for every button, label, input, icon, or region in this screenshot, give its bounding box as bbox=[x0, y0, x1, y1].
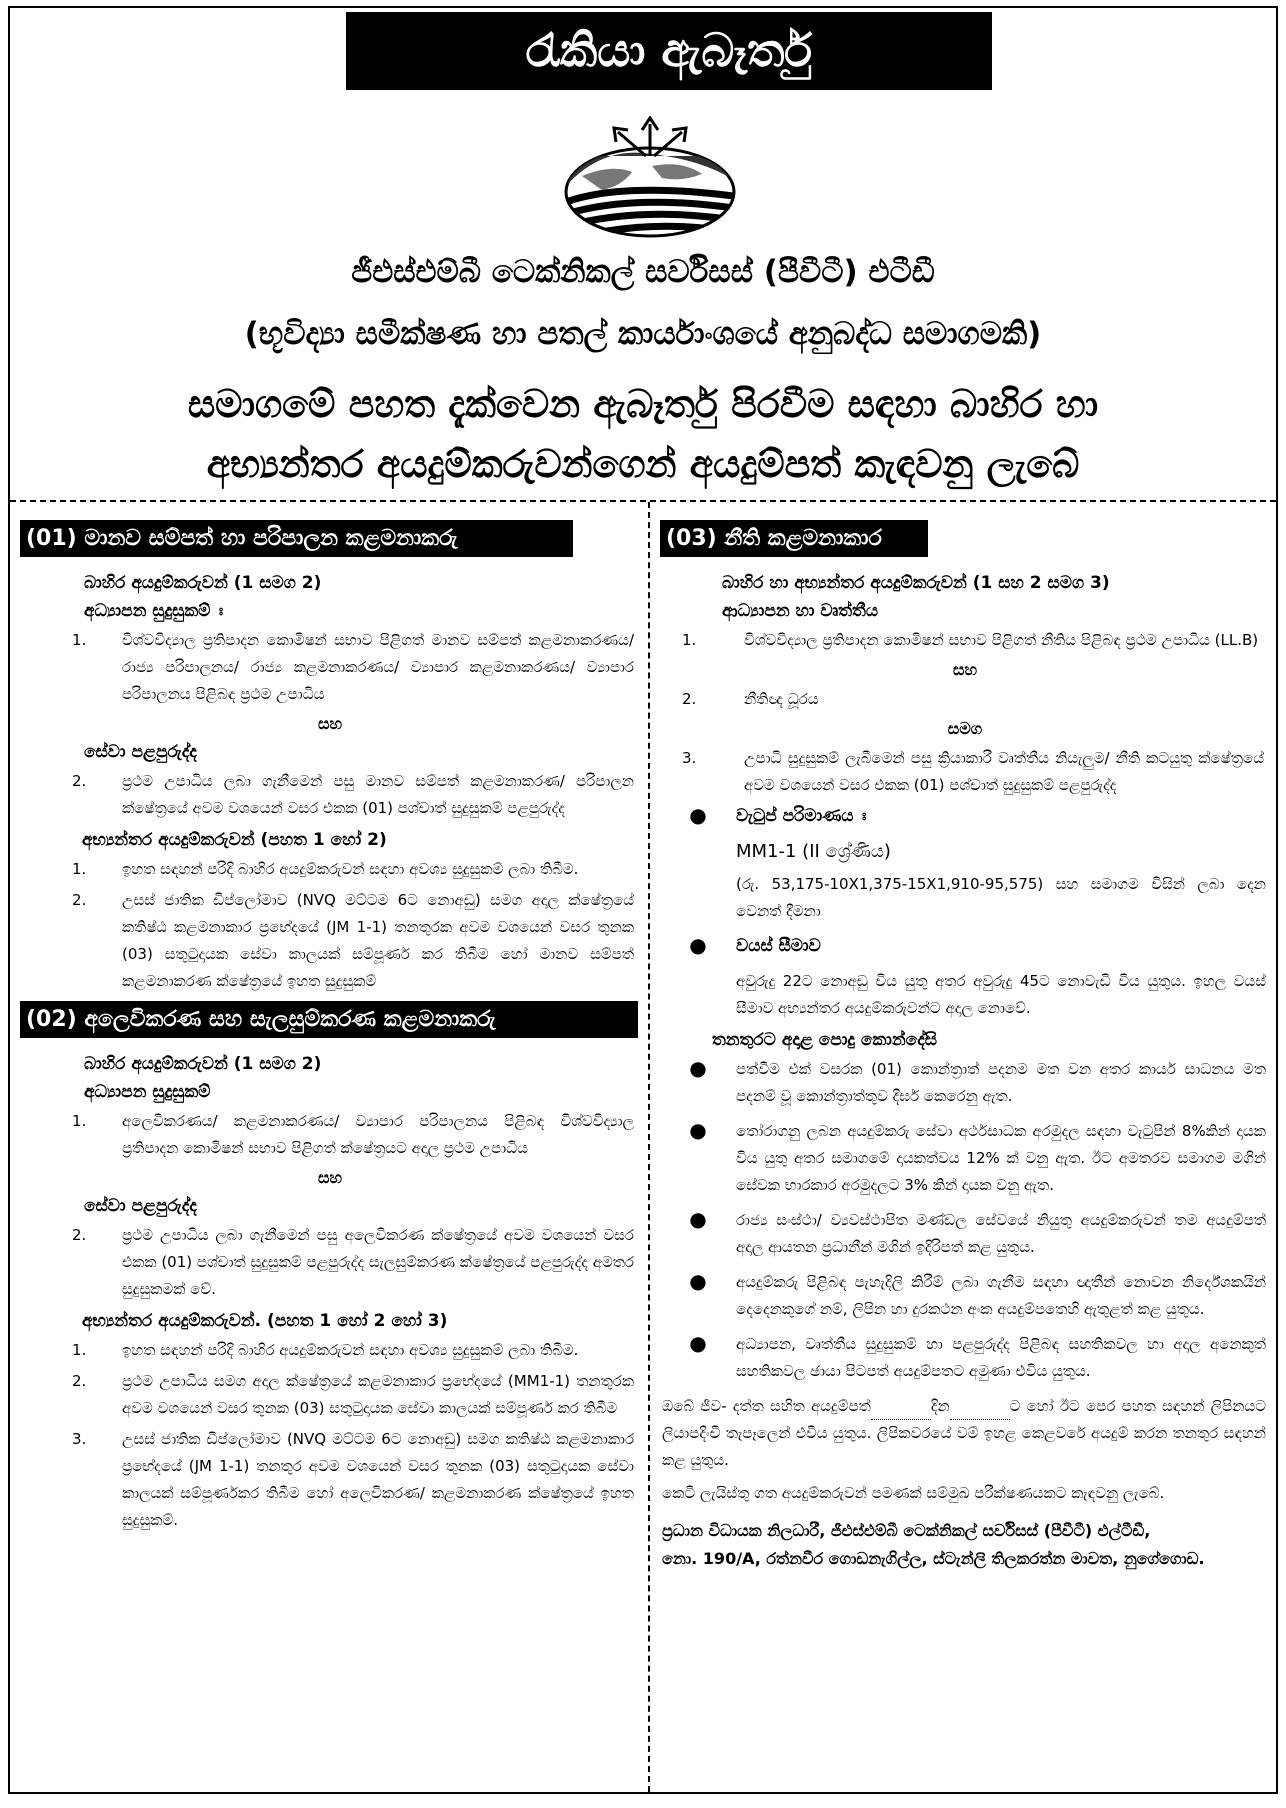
globe-arrows-logo-icon bbox=[562, 116, 738, 238]
condition-item bbox=[660, 1269, 1270, 1323]
position-3-title: (03) නීති කළමනාකාර bbox=[660, 520, 928, 557]
bullet-icon: ● bbox=[689, 803, 707, 827]
horizontal-divider bbox=[10, 500, 1276, 502]
item-text: උසස් ජාතික ඩිප්ලෝමාව (NVQ මට්ටම 6ට නොඅඩු) සමග කතිෂ්ඨ කළමනාකාර ප්‍රභේදයේ (JM 1-1) තනතුර අවම වශයෙන් වසර තුනක (03) සතුටුදායක සේවා කාලයක් සම්පූර්ණකර තිබීම හෝ අලෙවිකරණ/ කළමනාකරණ ක්ෂේත්‍රයේ ඉහත සුදුසුකම්. bbox=[122, 1430, 634, 1529]
left-column bbox=[20, 520, 640, 1538]
item-number: 1. bbox=[682, 631, 697, 649]
bullet-icon: ● bbox=[689, 1118, 707, 1142]
apply-date-text: දින bbox=[930, 1397, 950, 1415]
condition-item bbox=[660, 1331, 1270, 1385]
vertical-divider bbox=[648, 502, 650, 1792]
item-text: නීතිඥ ධූරය bbox=[744, 690, 819, 708]
condition-item bbox=[660, 1118, 1270, 1199]
position-1-title: (01) මානව සම්පත් හා පරිපාලන කළමනාකරු bbox=[20, 520, 573, 557]
bullet-icon: ● bbox=[689, 1331, 707, 1355]
condition-text: පත්වීම එක් වසරක (01) කොන්ත්‍රාත් පදනම මත වන අතර කාර්ය සාධනය මත පදනම් වූ කොන්ත්‍රාත්තුව දීර්ඝ කෙරෙනු ඇත. bbox=[736, 1060, 1266, 1105]
headline-line-1: සමාගමේ පහත දැක්වෙන ඇබෑර්තු පිරවීම සඳහා බාහිර හා bbox=[187, 382, 1099, 426]
item-number: 1. bbox=[72, 1341, 87, 1359]
condition-text: අධ්‍යාපන, වෘත්තීය සුදුසුකම් හා පළපුරුද්ද පිළිබඳ සහතිකවල හා අදාල අනෙකුත් සහතිකවල ඡායා පිටපත් අයදුම්පතට අමුණා එවිය යුතුය. bbox=[736, 1335, 1266, 1380]
condition-text: රාජ්‍ය සංස්ථා/ ව්‍යවස්ථාපිත මණ්ඩල සේවයේ නියුතු අයදුම්කරුවන් තම අයදුම්පත් අදාල ආයතන ප්‍රධානීන් මගින් ඉදිරිපත් කළ යුතුය. bbox=[736, 1211, 1266, 1256]
item-text: විශ්වවිද්‍යාල ප්‍රතිපාදන කොමිෂන් සභාව පිළිගත් නීතිය පිළිබඳ ප්‍රථම උපාධිය (LL.B) bbox=[744, 631, 1259, 649]
banner-title: රැකියා ඇබෑර්තු bbox=[346, 12, 992, 90]
bullet-icon: ● bbox=[689, 933, 707, 957]
item-number: 1. bbox=[72, 1112, 87, 1130]
condition-item bbox=[660, 1056, 1270, 1110]
item-text: ප්‍රථම උපාධිය ලබා ගැනීමෙන් පසු අලෙවිකරණ ක්ෂේත්‍රයේ අවම වශයෙන් වසර එකක (01) පශ්චාත් සුදුසුකම් පළපුරුද්ද සැලසුම්කරණ ක්ෂේත්‍රයේ පළපුරුද්ද අමතර සුදුසුකමක් වේ. bbox=[122, 1226, 634, 1298]
shortlist-note: කෙටි ලැයිස්තු ගත අයදුම්කරුවන් පමණක් සම්මුඛ පරීක්ෂණයකට කැඳවනු ලැබේ. bbox=[662, 1484, 1165, 1502]
item-text: ප්‍රථම උපාධිය ලබා ගැනීමෙන් පසු මානව සම්පත් කළමනාකරණ/ පරිපාලන ක්ෂේත්‍රයේ අවම වශයෙන් වසර එකක (01) පශ්චාත් සුදුසුකම් පළපුරුද්ද bbox=[122, 772, 634, 817]
list-item bbox=[660, 745, 1270, 799]
item-text: අලෙවිකරණය/ කළමනාකරණය/ ව්‍යාපාර පරිපාලනය පිළිබඳ විශ්වවිද්‍යාල ප්‍රතිපාදන කොමිෂන් සභාව පිළිගත් ක්ෂේත්‍රයට අදාල ප්‍රථම උපාධිය bbox=[122, 1112, 634, 1157]
position-1-edu-label: අධ්‍යාපන සුදුසුකම් ඃ bbox=[84, 601, 224, 621]
item-number: 3. bbox=[72, 1430, 87, 1448]
item-text: විශ්වවිද්‍යාල ප්‍රතිපාදන කොමිෂන් සභාව පිළිගත් මානව සම්පත් කළමනාකරණය/ රාජ්‍ය පරිපාලනය/ රාජ්‍ය කළමනාකරණය/ ව්‍යාපාර කළමනාකරණය/ ව්‍යාපාර පරිපාලනය පිළිබඳ ප්‍රථම උපාධිය bbox=[122, 631, 634, 703]
item-text: උපාධි සුදුසුකම් ලැබීමෙන් පසු ක්‍රියාකාරී වෘත්තීය නියැලුම/ නීති කටයුතු ක්ෂේත්‍රයේ අවම වශයෙන් වසර එකක (01) පශ්චාත් සුදුසුකම් පළපුරුද්ද bbox=[744, 749, 1264, 794]
list-item bbox=[20, 1426, 640, 1534]
position-1-internal: අභ්‍යන්තර අයදුම්කරුවන් (පහත 1 හෝ 2) bbox=[82, 830, 387, 850]
item-number: 2. bbox=[72, 1372, 87, 1390]
bullet-icon: ● bbox=[689, 1207, 707, 1231]
list-item bbox=[20, 887, 640, 995]
apply-post-text: ට හෝ ඊට පෙර පහත සඳහන් ලිපිනයට ලියාපදිංචි තැපෑලෙන් එවිය යුතුය. ලිපිකවරයේ වම් ඉහළ කෙළවරේ අයදුම් කරන තනතුර සඳහන් කළ යුතුය. bbox=[662, 1397, 1266, 1469]
with-connector: සමග bbox=[947, 719, 983, 738]
condition-item bbox=[660, 1207, 1270, 1261]
blank-line bbox=[871, 1401, 931, 1420]
list-item bbox=[660, 686, 1270, 713]
age-detail: අවුරුදු 22ට නොඅඩු විය යුතු අතර අවුරුදු 45ට නොවැඩි විය යුතුය. ඉහල වයස් සීමාව අභ්‍යන්තර අයදුම්කරුවන්ට අදාල නොවේ. bbox=[736, 972, 1266, 1017]
list-item bbox=[20, 1337, 640, 1364]
item-number: 3. bbox=[682, 749, 697, 767]
item-number: 2. bbox=[72, 891, 87, 909]
item-text: උසස් ජාතික ඩිප්ලෝමාව (NVQ මට්ටම 6ට නොඅඩු) සමග අදාල ක්ෂේත්‍රයේ කතිෂ්ඨ කළමනාකාර ප්‍රභේදයේ (JM 1-1) තනතුරක අවම වශයෙන් වසර තුනක (03) සතුටුදායක සේවා කාලයක් සම්පූර්ණ කර තිබීම හෝ මානව සම්පත් කළමනාකරණ ක්ෂේත්‍රයේ ඉහත සුදුසුකම් bbox=[122, 891, 634, 990]
item-number: 1. bbox=[72, 631, 87, 649]
salary-label: වැටුප් පරිමාණය ඃ bbox=[736, 806, 867, 826]
position-2-exp-label: සේවා පළපුරුද්ද bbox=[84, 1196, 197, 1216]
condition-text: අයදුම්කරු පිළිබඳ පැහැදිලි කිරීම් ලබා ගැනීම සඳහා ඥාතීන් නොවන නිර්දේශකයින් දෙදෙනකුගේ නම්, ලිපින හා දුරකථන අංක අයදුම්පතෙහි ඇතුළත් කළ යුතුය. bbox=[736, 1273, 1266, 1318]
item-number: 1. bbox=[72, 860, 87, 878]
organization-affiliation: (භූවිද්‍යා සමීක්ෂණ හා පතල් කාර්යාංශයේ අනුබද්ධ සමාගමකි) bbox=[244, 316, 1042, 352]
right-column bbox=[660, 520, 1270, 1573]
salary-heading bbox=[660, 803, 1270, 830]
position-2-external: බාහිර අයදුම්කරුවන් (1 සමග 2) bbox=[84, 1054, 322, 1074]
advertisement-page bbox=[8, 6, 1278, 1794]
item-number: 2. bbox=[72, 772, 87, 790]
condition-text: තෝරාගනු ලබන අයදුම්කරු සේවා අර්ථසාධක අරමුදල සඳහා වැටුපින් 8%කින් දායක විය යුතු අතර සමාගමේ දායකත්වය 12% ක් වනු ඇත. ඊට අමතරව සමාගම මගින් සේවක භාරකාර අරමුදලට 3% කින් දායක වනු ඇත. bbox=[736, 1122, 1266, 1194]
organization-name: ජීඑස්එම්බී ටෙක්නිකල් සර්විසස් (පීවීටී) එටීඩී bbox=[351, 254, 935, 290]
address-line-1: ප්‍රධාන විධායක නිලධාරී, ජීඑස්එම්බී ටෙක්නිකල් සර්විසස් (පීවීටී) එල්ටීඩී, bbox=[662, 1521, 1151, 1540]
item-number: 2. bbox=[72, 1226, 87, 1244]
and-connector: සහ bbox=[317, 1168, 343, 1187]
list-item bbox=[20, 627, 640, 708]
address-line-2: නො. 190/A, රත්නවීර ගොඩනැගිල්ල, ස්ටැන්ලි තිලකරත්න මාවත, නුගේගොඩ. bbox=[662, 1549, 1205, 1568]
conditions-label: තනතුරට අදාළ පොදු කොන්දේසි bbox=[712, 1030, 938, 1050]
position-3-external: බාහිර හා අභ්‍යන්තර අයදුම්කරුවන් (1 සහ 2 සමග 3) bbox=[722, 573, 1110, 593]
item-text: ප්‍රථම උපාධිය සමග අදාල ක්ෂේත්‍රයේ කළමනාකාර ප්‍රභේදයේ (MM1-1) තනතුරක අවම වශයෙන් වසර තුනක (03) සතුටුදායක සේවා කාලයක් සම්පූර්ණ කර තිබීම bbox=[122, 1372, 634, 1417]
age-label: වයස් සීමාව bbox=[736, 936, 821, 956]
list-item bbox=[20, 768, 640, 822]
position-3-edu-label: ආධ්‍යාපන හා වෘත්තීය bbox=[722, 601, 879, 621]
salary-grade: MM1-1 (II ශ්‍රේණිය) bbox=[736, 841, 891, 862]
item-number: 2. bbox=[682, 690, 697, 708]
bullet-icon: ● bbox=[689, 1269, 707, 1293]
age-heading bbox=[660, 933, 1270, 960]
and-connector: සහ bbox=[317, 714, 343, 733]
item-text: ඉහත සඳහන් පරිදි බාහිර අයදුම්කරුවන් සඳහා අවශ්‍ය සුදුසුකම් ලබා තිබීම. bbox=[122, 860, 579, 878]
salary-detail: (රු. 53,175-10X1,375-15X1,910-95,575) සහ සමාගම විසින් ලබා දෙන වෙනත් දීමනා bbox=[736, 875, 1266, 920]
list-item bbox=[20, 856, 640, 883]
list-item bbox=[20, 1108, 640, 1162]
list-item bbox=[660, 627, 1270, 654]
bullet-icon: ● bbox=[689, 1056, 707, 1080]
and-connector: සහ bbox=[952, 660, 978, 679]
apply-instructions bbox=[662, 1393, 1266, 1474]
position-1-exp-label: සේවා පළපුරුද්ද bbox=[84, 742, 197, 762]
item-text: ඉහත සඳහන් පරිදි බාහිර අයදුම්කරුවන් සඳහා අවශ්‍ය සුදුසුකම් ලබා තිබීම. bbox=[122, 1341, 579, 1359]
list-item bbox=[20, 1368, 640, 1422]
position-2-internal: අභ්‍යන්තර අයදුම්කරුවන්. (පහත 1 හෝ 2 හෝ 3) bbox=[82, 1311, 448, 1331]
position-2-title: (02) අලෙවිකරණ සහ සැලසුම්කරණ කළමනාකරු bbox=[20, 1001, 638, 1038]
apply-pre-text: ඔබේ ජීව- දත්ත සහිත අයදුම්පත් bbox=[662, 1397, 871, 1415]
position-2-edu-label: අධ්‍යාපන සුදුසුකම් bbox=[84, 1082, 211, 1102]
blank-line bbox=[950, 1401, 1010, 1420]
headline-line-2: අභ්‍යන්තර අයදුම්කරුවන්ගෙන් අයදුම්පත් කැඳවනු ලැබේ bbox=[206, 442, 1080, 486]
list-item bbox=[20, 1222, 640, 1303]
position-1-external: බාහිර අයදුම්කරුවන් (1 සමග 2) bbox=[84, 573, 322, 593]
